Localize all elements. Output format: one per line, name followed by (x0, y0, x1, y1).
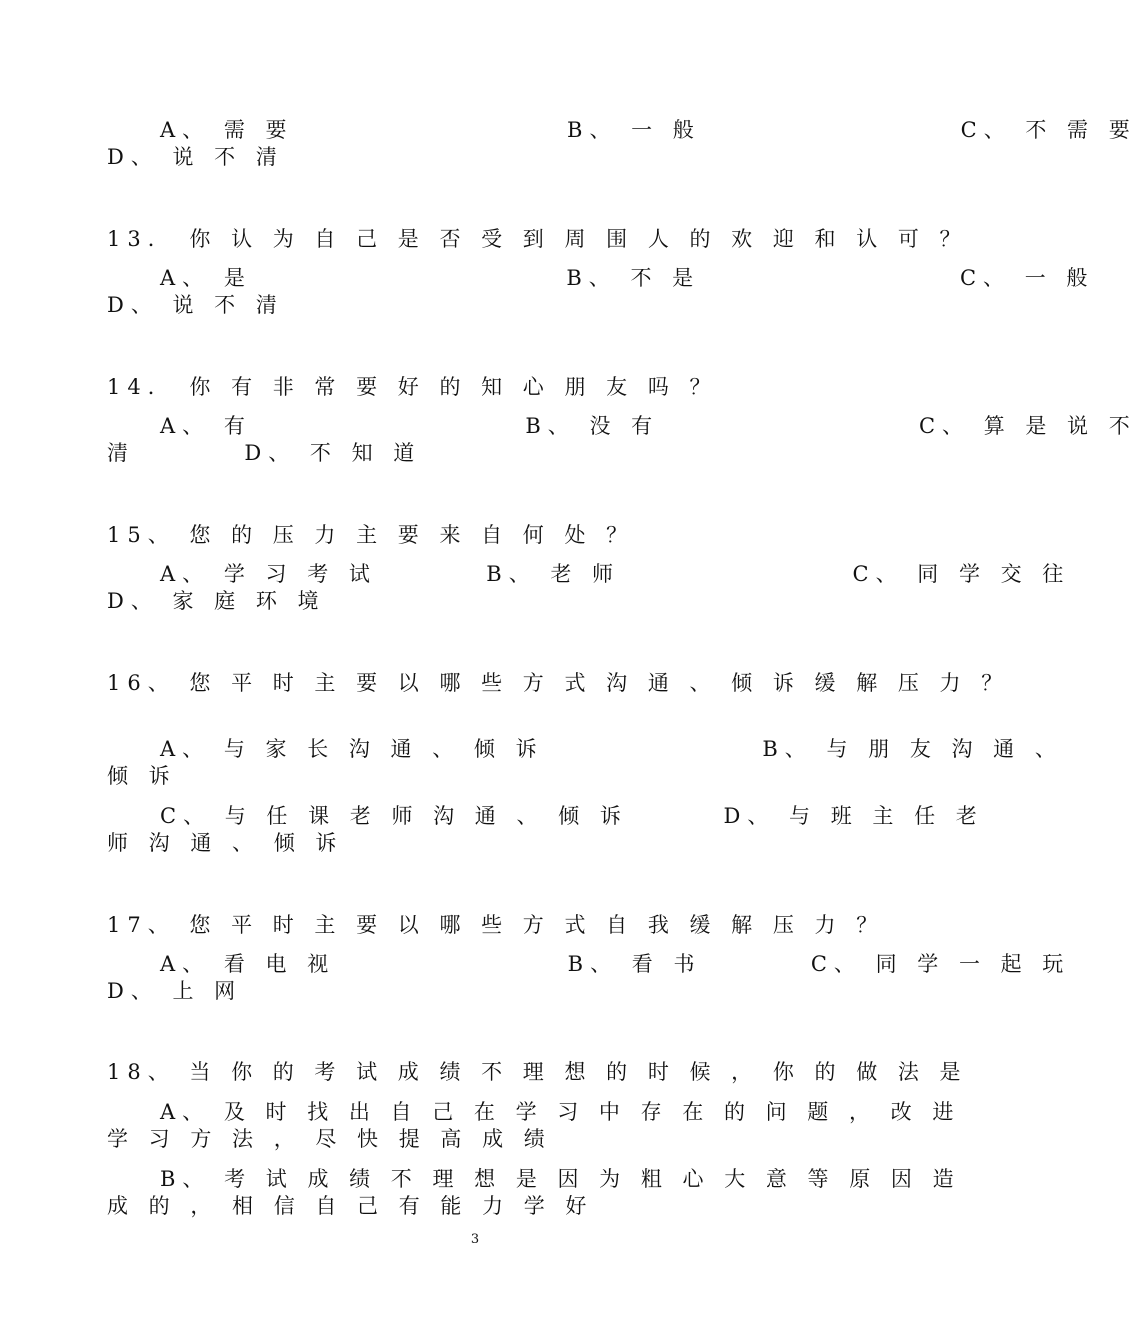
q12-options-line-2: D、 说 不 清 (107, 145, 284, 169)
q18-option-b-line-2: 成 的 ， 相 信 自 己 有 能 力 学 好 (107, 1194, 594, 1218)
q17-question: 17、 您 平 时 主 要 以 哪 些 方 式 自 我 缓 解 压 力 ？ (107, 913, 885, 937)
q18-option-b-line-1: B、 考 试 成 绩 不 理 想 是 因 为 粗 心 大 意 等 原 因 造 (160, 1167, 961, 1191)
q15-options-line-1: A、 学 习 考 试 B、 老 师 C、 同 学 交 往 (160, 562, 1071, 586)
q15-question: 15、 您 的 压 力 主 要 来 自 何 处 ？ (107, 523, 635, 547)
q17-options-line-2: D、 上 网 (107, 979, 243, 1003)
q16-options-line-4: 师 沟 通 、 倾 诉 (107, 831, 344, 855)
q16-options-line-1: A、 与 家 长 沟 通 、 倾 诉 B、 与 朋 友 沟 通 、 (160, 737, 1063, 761)
q16-options-line-3: C、 与 任 课 老 师 沟 通 、 倾 诉 D、 与 班 主 任 老 (160, 804, 984, 828)
page-number: 3 (470, 1232, 480, 1247)
q18-option-a-line-1: A、 及 时 找 出 自 己 在 学 习 中 存 在 的 问 题 ， 改 进 (160, 1100, 961, 1124)
q18-option-a-line-2: 学 习 方 法 ， 尽 快 提 高 成 绩 (107, 1127, 552, 1151)
q16-options-line-2: 倾 诉 (107, 764, 177, 788)
q17-options-line-1: A、 看 电 视 B、 看 书 C、 同 学 一 起 玩 (160, 952, 1071, 976)
q15-options-line-2: D、 家 庭 环 境 (107, 589, 326, 613)
q14-question: 14． 你 有 非 常 要 好 的 知 心 朋 友 吗 ？ (107, 375, 718, 399)
q14-options-line-1: A、 有 B、 没 有 C、 算 是 说 不 (160, 414, 1137, 438)
q14-options-line-2: 清 D、 不 知 道 (107, 441, 422, 465)
q12-options-line-1: A、 需 要 B、 一 般 C、 不 需 要 (160, 118, 1137, 142)
q13-options-line-2: D、 说 不 清 (107, 293, 284, 317)
q16-question: 16、 您 平 时 主 要 以 哪 些 方 式 沟 通 、 倾 诉 缓 解 压 力 ？ (107, 671, 1010, 695)
q18-question: 18、 当 你 的 考 试 成 绩 不 理 想 的 时 候 ， 你 的 做 法 是 (107, 1060, 968, 1084)
q13-options-line-1: A、 是 B、 不 是 C、 一 般 (160, 266, 1095, 290)
q13-question: 13． 你 认 为 自 己 是 否 受 到 周 围 人 的 欢 迎 和 认 可 ？ (107, 227, 968, 251)
